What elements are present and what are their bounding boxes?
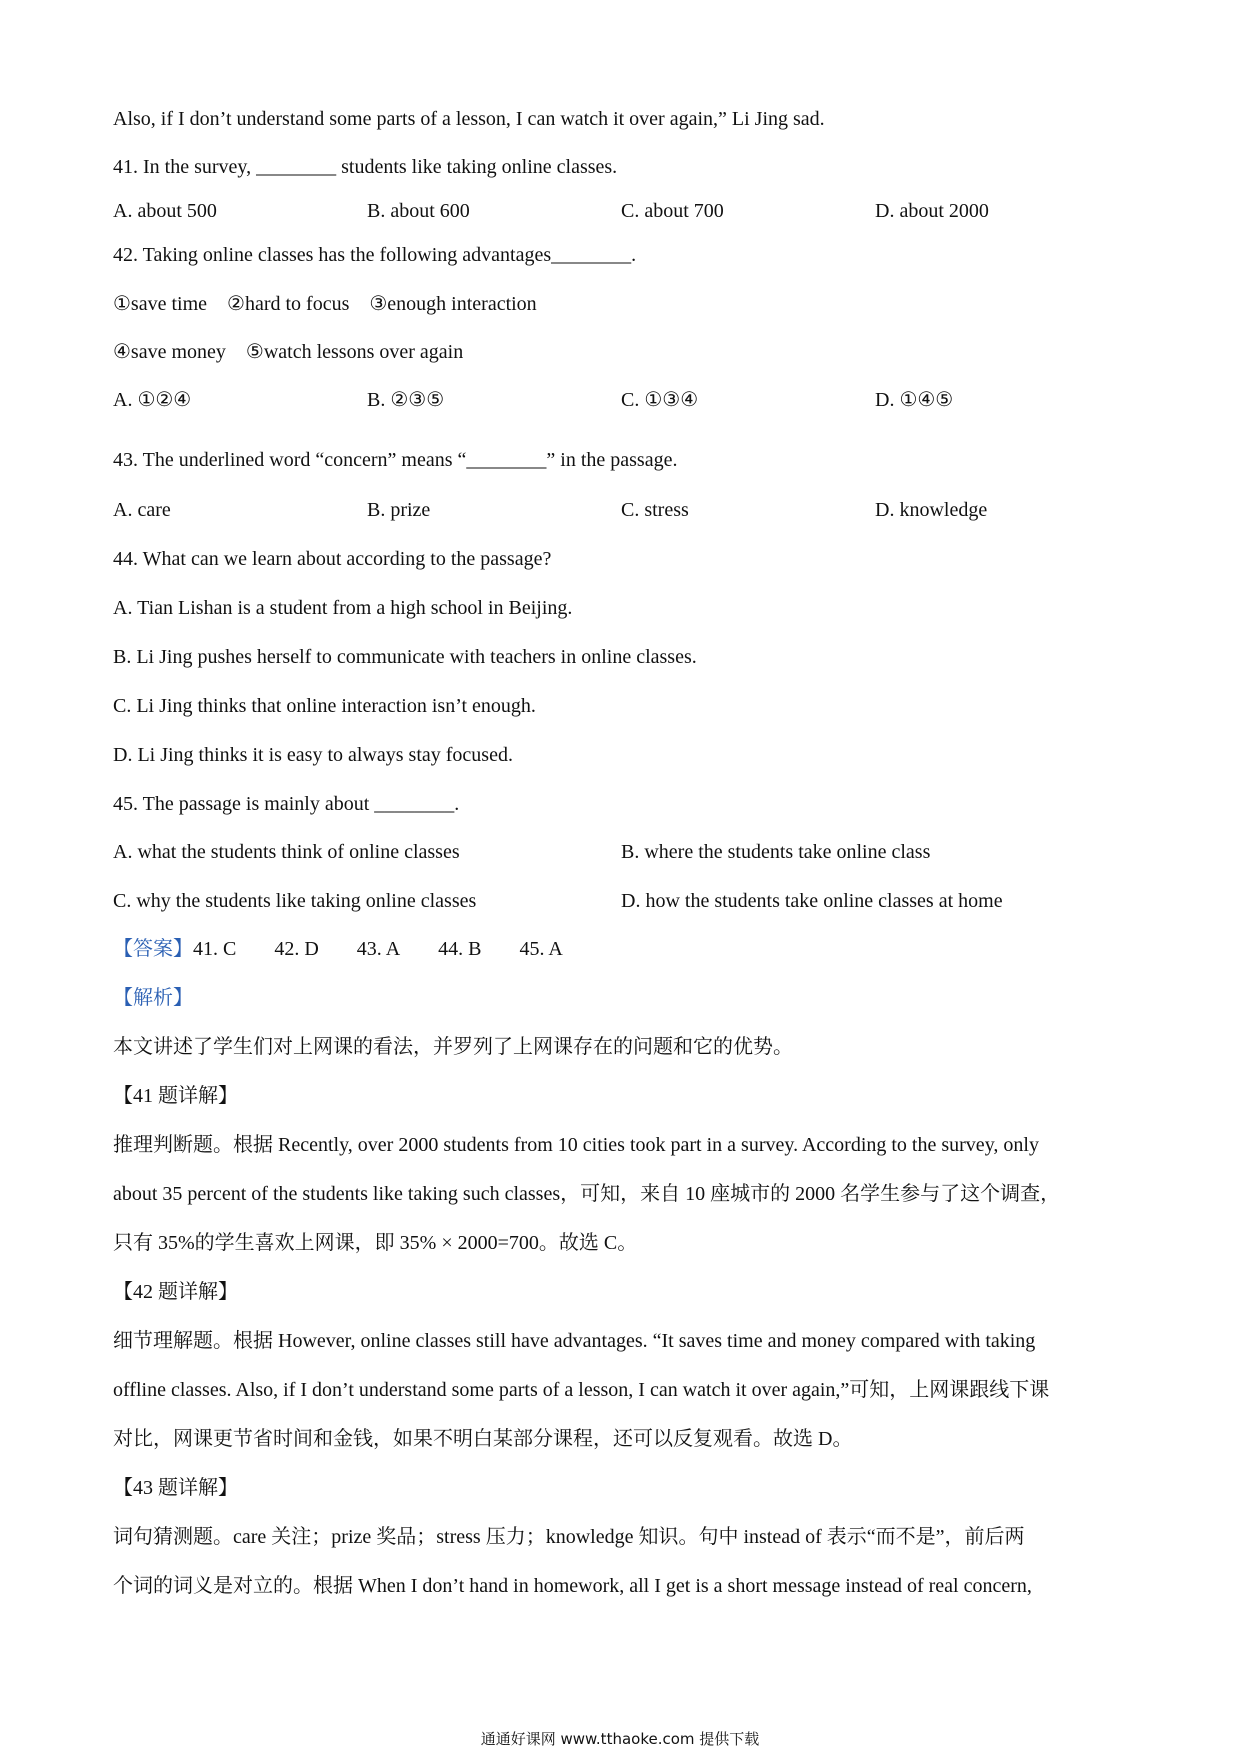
detail-41-line-2: about 35 percent of the students like taking such classes，可知，来自 10 座城市的 2000 名学生参与了这个调查， <box>113 1183 1061 1205</box>
q43-option-c: C. stress <box>621 499 689 521</box>
answer-42: 42. D <box>274 938 319 960</box>
q45-option-d: D. how the students take online classes at home <box>621 890 1003 912</box>
detail-41-title: 【41 题详解】 <box>113 1085 238 1107</box>
detail-42-line-3: 对比，网课更节省时间和金钱，如果不明白某部分课程，还可以反复观看。故选 D。 <box>113 1428 853 1450</box>
q42-option-b: B. ②③⑤ <box>367 389 445 411</box>
q42-option-a: A. ①②④ <box>113 389 192 411</box>
answer-45: 45. A <box>519 938 563 960</box>
q45-option-a: A. what the students think of online classes <box>113 841 460 863</box>
q42-items-line-1: ①save time ②hard to focus ③enough interaction <box>113 293 537 315</box>
question-44-stem: 44. What can we learn about according to the passage? <box>113 548 552 570</box>
question-43-stem: 43. The underlined word “concern” means “________” in the passage. <box>113 449 678 471</box>
q42-option-c: C. ①③④ <box>621 389 699 411</box>
question-42-stem: 42. Taking online classes has the following advantages________. <box>113 244 637 266</box>
detail-43-title: 【43 题详解】 <box>113 1477 238 1499</box>
detail-43-line-1: 词句猜测题。care 关注；prize 奖品；stress 压力；knowledge 知识。句中 instead of 表示“而不是”，前后两 <box>113 1526 1025 1548</box>
q41-option-c: C. about 700 <box>621 200 724 222</box>
q44-option-c: C. Li Jing thinks that online interaction isn’t enough. <box>113 695 536 717</box>
q42-items-line-2: ④save money ⑤watch lessons over again <box>113 341 464 363</box>
question-41-stem: 41. In the survey, ________ students like taking online classes. <box>113 156 618 178</box>
detail-42-title: 【42 题详解】 <box>113 1281 238 1303</box>
analysis-summary: 本文讲述了学生们对上网课的看法，并罗列了上网课存在的问题和它的优势。 <box>113 1036 793 1058</box>
detail-43-line-2: 个词的词义是对立的。根据 When I don’t hand in homework, all I get is a short message instead of real concern, <box>113 1575 1032 1597</box>
q44-option-d: D. Li Jing thinks it is easy to always stay focused. <box>113 744 513 766</box>
q45-option-c: C. why the students like taking online classes <box>113 890 477 912</box>
analysis-label: 【解析】 <box>113 987 193 1009</box>
q44-option-a: A. Tian Lishan is a student from a high school in Beijing. <box>113 597 573 619</box>
q45-option-b: B. where the students take online class <box>621 841 931 863</box>
answer-44: 44. B <box>438 938 482 960</box>
answer-label: 【答案】 <box>113 938 193 960</box>
page-footer: 通通好课网 www.tthaoke.com 提供下载 <box>480 1730 760 1748</box>
answer-43: 43. A <box>356 938 401 960</box>
detail-42-line-2: offline classes. Also, if I don’t understand some parts of a lesson, I can watch it over again,”可知，上网课跟线下课 <box>113 1379 1050 1401</box>
detail-41-line-3: 只有 35%的学生喜欢上网课，即 35% × 2000=700。故选 C。 <box>113 1232 638 1254</box>
q43-option-a: A. care <box>113 499 171 521</box>
q41-option-b: B. about 600 <box>367 200 470 222</box>
passage-last-line: Also, if I don’t understand some parts of a lesson, I can watch it over again,” Li Jing sad. <box>113 108 825 130</box>
detail-41-line-1: 推理判断题。根据 Recently, over 2000 students from 10 cities took part in a survey. According to the survey, only <box>113 1134 1039 1156</box>
detail-42-line-1: 细节理解题。根据 However, online classes still have advantages. “It saves time and money compared with taking <box>113 1330 1036 1352</box>
answer-row <box>113 937 563 961</box>
q41-option-a: A. about 500 <box>113 200 217 222</box>
q44-option-b: B. Li Jing pushes herself to communicate with teachers in online classes. <box>113 646 697 668</box>
q42-option-d: D. ①④⑤ <box>875 389 954 411</box>
q41-option-d: D. about 2000 <box>875 200 989 222</box>
q43-option-b: B. prize <box>367 499 431 521</box>
question-45-stem: 45. The passage is mainly about ________. <box>113 793 460 815</box>
answer-41: 41. C <box>193 938 237 960</box>
q43-option-d: D. knowledge <box>875 499 988 521</box>
